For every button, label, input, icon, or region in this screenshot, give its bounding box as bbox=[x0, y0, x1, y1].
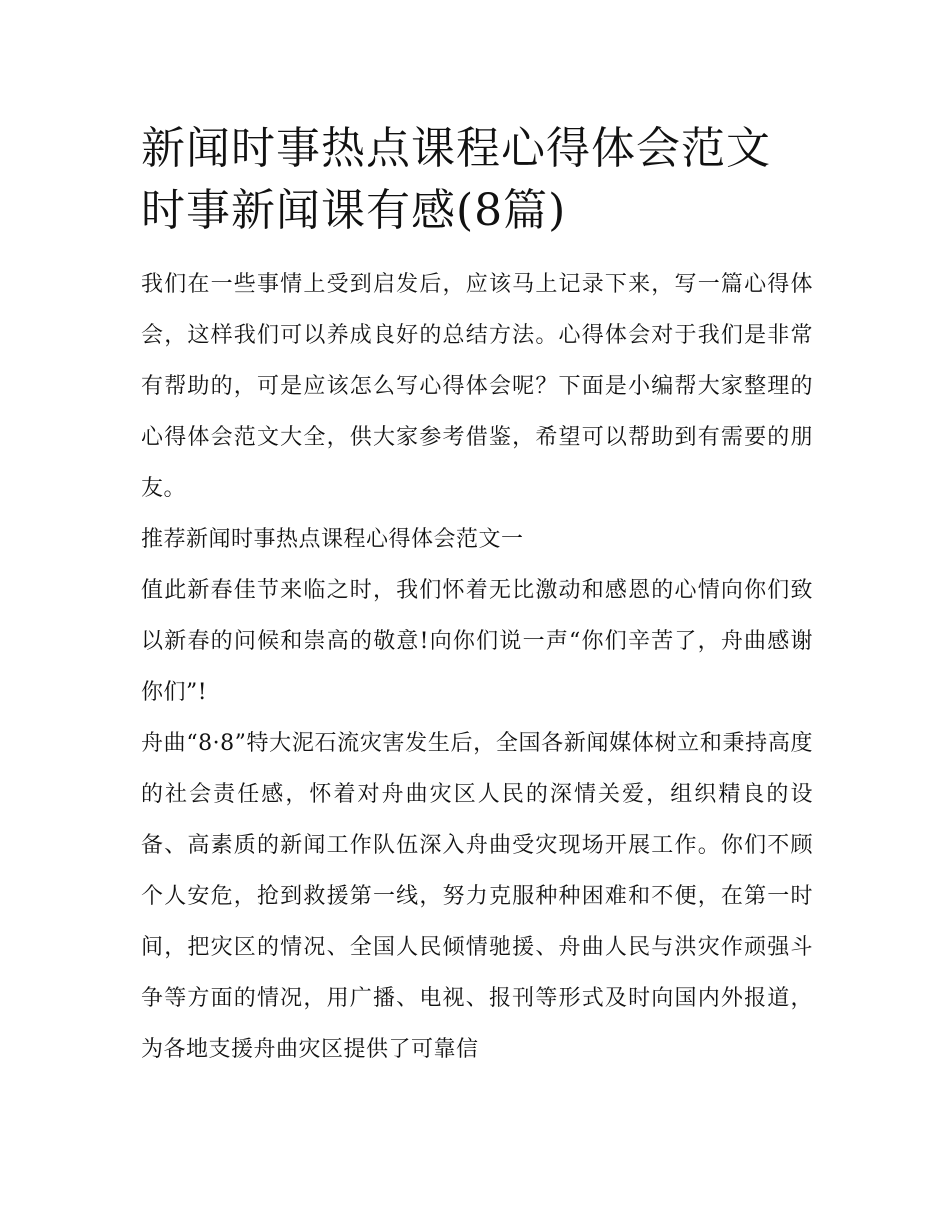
paragraph-greeting: 值此新春佳节来临之时，我们怀着无比激动和感恩的心情向你们致以新春的问候和崇高的敬意!向你们说一声“你们辛苦了，舟曲感谢你们”! bbox=[141, 578, 813, 705]
section-heading: 推荐新闻时事热点课程心得体会范文一 bbox=[141, 527, 524, 552]
document-title: 新闻时事热点课程心得体会范文 时事新闻课有感(8篇) bbox=[141, 123, 771, 236]
paragraph-intro: 我们在一些事情上受到启发后，应该马上记录下来，写一篇心得体会，这样我们可以养成良好的总结方法。心得体会对于我们是非常有帮助的，可是应该怎么写心得体会呢？下面是小编帮大家整理的心得体会范文大全，供大家参考借鉴，希望可以帮助到有需要的朋友。 bbox=[141, 272, 813, 501]
document-body bbox=[141, 118, 813, 1075]
paragraph-report: 舟曲“8·8”特大泥石流灾害发生后，全国各新闻媒体树立和秉持高度的社会责任感，怀着对舟曲灾区人民的深情关爱，组织精良的设备、高素质的新闻工作队伍深入舟曲受灾现场开展工作。你们不顾个人安危，抢到救援第一线，努力克服种种困难和不便，在第一时间，把灾区的情况、全国人民倾情驰援、舟曲人民与洪灾作顽强斗争等方面的情况，用广播、电视、报刊等形式及时向国内外报道，为各地支援舟曲灾区提供了可靠信 bbox=[141, 731, 813, 1062]
